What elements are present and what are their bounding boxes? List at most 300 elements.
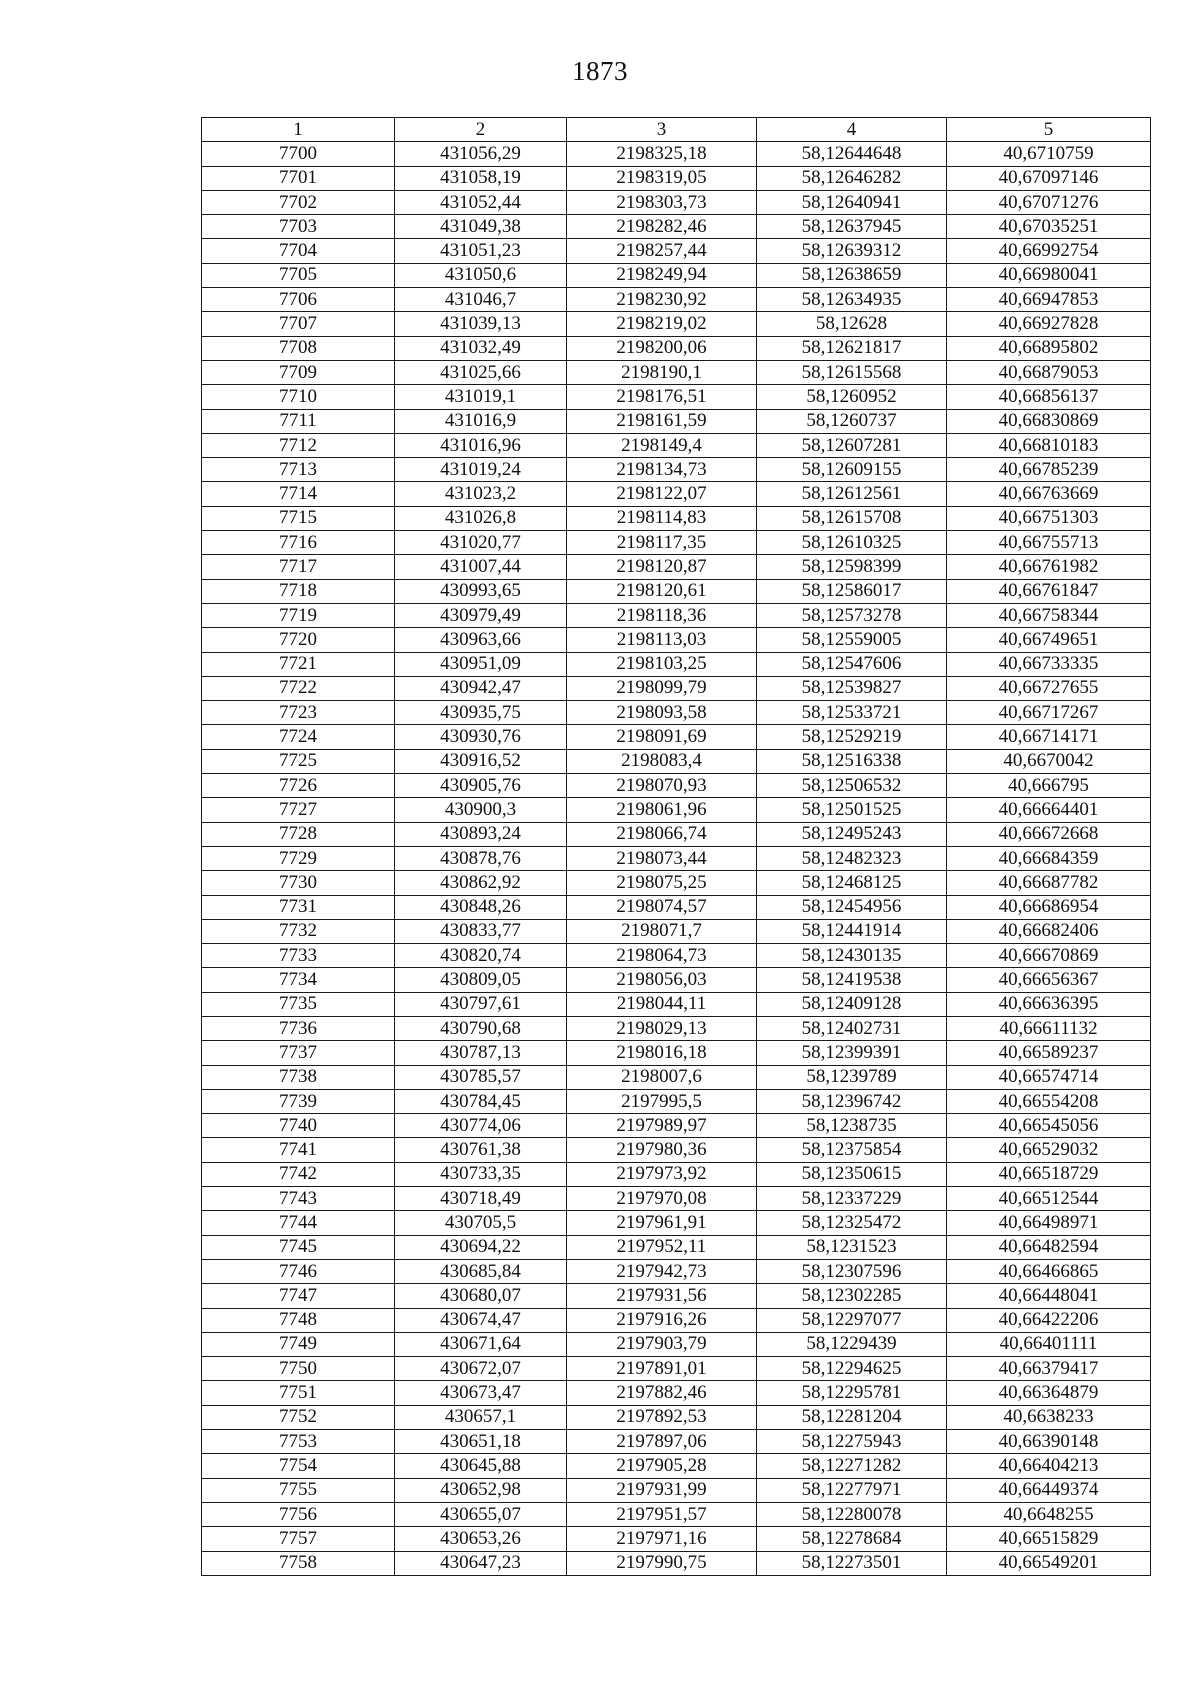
table-row — [202, 944, 1151, 968]
table-cell: 58,12610325 — [757, 531, 947, 555]
table-cell: 430797,61 — [395, 992, 567, 1016]
table-cell: 58,12419538 — [757, 968, 947, 992]
table-cell: 431051,23 — [395, 239, 567, 263]
table-cell: 58,12640941 — [757, 190, 947, 214]
table-cell: 2197970,08 — [567, 1187, 757, 1211]
table-cell: 2197990,75 — [567, 1551, 757, 1575]
table-cell: 58,12612561 — [757, 482, 947, 506]
table-cell: 7700 — [202, 142, 395, 166]
table-cell: 7716 — [202, 531, 395, 555]
table-row — [202, 1502, 1151, 1526]
table-cell: 431049,38 — [395, 215, 567, 239]
table-row — [202, 1284, 1151, 1308]
table-cell: 58,1238735 — [757, 1114, 947, 1138]
table-row — [202, 676, 1151, 700]
table-cell: 7752 — [202, 1405, 395, 1429]
table-row — [202, 798, 1151, 822]
table-cell: 430657,1 — [395, 1405, 567, 1429]
table-cell: 2198061,96 — [567, 798, 757, 822]
table-cell: 430694,22 — [395, 1235, 567, 1259]
table-cell: 430878,76 — [395, 846, 567, 870]
table-cell: 430680,07 — [395, 1284, 567, 1308]
table-cell: 40,66927828 — [947, 312, 1151, 336]
table-cell: 40,66364879 — [947, 1381, 1151, 1405]
table-cell: 58,12634935 — [757, 288, 947, 312]
table-cell: 430673,47 — [395, 1381, 567, 1405]
table-cell: 40,66554208 — [947, 1089, 1151, 1113]
table-cell: 2198319,05 — [567, 166, 757, 190]
table-cell: 431007,44 — [395, 555, 567, 579]
table-cell: 40,66687782 — [947, 871, 1151, 895]
table-cell: 7729 — [202, 846, 395, 870]
coordinates-table — [201, 117, 1151, 1576]
table-cell: 430905,76 — [395, 774, 567, 798]
table-row — [202, 288, 1151, 312]
table-cell: 40,66611132 — [947, 1016, 1151, 1040]
table-cell: 2197951,57 — [567, 1502, 757, 1526]
table-cell: 7720 — [202, 628, 395, 652]
table-cell: 430674,47 — [395, 1308, 567, 1332]
table-cell: 431052,44 — [395, 190, 567, 214]
table-cell: 7708 — [202, 336, 395, 360]
table-cell: 430979,49 — [395, 603, 567, 627]
table-row — [202, 968, 1151, 992]
table-cell: 7739 — [202, 1089, 395, 1113]
table-row — [202, 652, 1151, 676]
table-cell: 2198083,4 — [567, 749, 757, 773]
page-number: 1873 — [572, 56, 628, 86]
table-cell: 7737 — [202, 1041, 395, 1065]
table-cell: 40,66670869 — [947, 944, 1151, 968]
table-cell: 58,12280078 — [757, 1502, 947, 1526]
table-cell: 2197903,79 — [567, 1332, 757, 1356]
table-cell: 58,12598399 — [757, 555, 947, 579]
table-row — [202, 701, 1151, 725]
table-cell: 430733,35 — [395, 1162, 567, 1186]
table-cell: 58,12609155 — [757, 458, 947, 482]
table-cell: 7722 — [202, 676, 395, 700]
table-row — [202, 1089, 1151, 1113]
table-cell: 40,66636395 — [947, 992, 1151, 1016]
table-row — [202, 992, 1151, 1016]
table-cell: 40,66390148 — [947, 1430, 1151, 1454]
table-cell: 40,66684359 — [947, 846, 1151, 870]
table-cell: 2198303,73 — [567, 190, 757, 214]
table-cell: 2198044,11 — [567, 992, 757, 1016]
table-cell: 7734 — [202, 968, 395, 992]
table-cell: 58,12621817 — [757, 336, 947, 360]
table-row — [202, 1065, 1151, 1089]
table-cell: 40,66856137 — [947, 385, 1151, 409]
table-cell: 58,12639312 — [757, 239, 947, 263]
table-cell: 58,12441914 — [757, 919, 947, 943]
table-cell: 430685,84 — [395, 1259, 567, 1283]
table-cell: 430651,18 — [395, 1430, 567, 1454]
table-cell: 430655,07 — [395, 1502, 567, 1526]
table-cell: 40,66810183 — [947, 433, 1151, 457]
table-row — [202, 1138, 1151, 1162]
table-cell: 58,12277971 — [757, 1478, 947, 1502]
table-cell: 7721 — [202, 652, 395, 676]
table-cell: 430942,47 — [395, 676, 567, 700]
table-row — [202, 263, 1151, 287]
table-cell: 7731 — [202, 895, 395, 919]
table-cell: 7751 — [202, 1381, 395, 1405]
table-cell: 430935,75 — [395, 701, 567, 725]
table-cell: 40,6648255 — [947, 1502, 1151, 1526]
table-row — [202, 458, 1151, 482]
table-cell: 40,66758344 — [947, 603, 1151, 627]
table-row — [202, 1527, 1151, 1551]
table-cell: 40,6710759 — [947, 142, 1151, 166]
table-cell: 430833,77 — [395, 919, 567, 943]
table-cell: 2198103,25 — [567, 652, 757, 676]
table-row — [202, 1259, 1151, 1283]
table-cell: 58,12375854 — [757, 1138, 947, 1162]
table-cell: 7743 — [202, 1187, 395, 1211]
table-cell: 2198114,83 — [567, 506, 757, 530]
table-cell: 2197905,28 — [567, 1454, 757, 1478]
table-cell: 7753 — [202, 1430, 395, 1454]
table-cell: 7723 — [202, 701, 395, 725]
table-cell: 40,66717267 — [947, 701, 1151, 725]
table-cell: 2198093,58 — [567, 701, 757, 725]
table-cell: 40,66714171 — [947, 725, 1151, 749]
table-cell: 7745 — [202, 1235, 395, 1259]
table-cell: 7736 — [202, 1016, 395, 1040]
table-cell: 58,1231523 — [757, 1235, 947, 1259]
table-cell: 7750 — [202, 1357, 395, 1381]
table-cell: 58,12638659 — [757, 263, 947, 287]
column-header: 4 — [757, 118, 947, 142]
table-row — [202, 1551, 1151, 1575]
table-cell: 7742 — [202, 1162, 395, 1186]
table-cell: 40,66449374 — [947, 1478, 1151, 1502]
table-cell: 2198117,35 — [567, 531, 757, 555]
table-row — [202, 1430, 1151, 1454]
table-cell: 7756 — [202, 1502, 395, 1526]
table-cell: 58,12399391 — [757, 1041, 947, 1065]
table-cell: 7728 — [202, 822, 395, 846]
table-cell: 7741 — [202, 1138, 395, 1162]
table-cell: 58,12396742 — [757, 1089, 947, 1113]
table-row — [202, 433, 1151, 457]
table-cell: 7727 — [202, 798, 395, 822]
table-cell: 2198073,44 — [567, 846, 757, 870]
table-cell: 40,66785239 — [947, 458, 1151, 482]
table-cell: 430784,45 — [395, 1089, 567, 1113]
table-cell: 431026,8 — [395, 506, 567, 530]
table-cell: 2198120,61 — [567, 579, 757, 603]
table-cell: 7758 — [202, 1551, 395, 1575]
table-cell: 40,66379417 — [947, 1357, 1151, 1381]
table-row — [202, 336, 1151, 360]
table-cell: 40,66545056 — [947, 1114, 1151, 1138]
column-header: 3 — [567, 118, 757, 142]
table-cell: 2198219,02 — [567, 312, 757, 336]
table-row — [202, 215, 1151, 239]
table-cell: 40,67071276 — [947, 190, 1151, 214]
column-header: 5 — [947, 118, 1151, 142]
table-cell: 2198257,44 — [567, 239, 757, 263]
table-cell: 431032,49 — [395, 336, 567, 360]
table-cell: 7713 — [202, 458, 395, 482]
table-cell: 40,66672668 — [947, 822, 1151, 846]
table-row — [202, 555, 1151, 579]
table-cell: 40,66656367 — [947, 968, 1151, 992]
table-cell: 40,66830869 — [947, 409, 1151, 433]
table-cell: 58,12409128 — [757, 992, 947, 1016]
table-cell: 40,66574714 — [947, 1065, 1151, 1089]
table-row — [202, 385, 1151, 409]
table-cell: 2197973,92 — [567, 1162, 757, 1186]
table-cell: 58,12644648 — [757, 142, 947, 166]
table-cell: 430645,88 — [395, 1454, 567, 1478]
table-cell: 58,12615568 — [757, 360, 947, 384]
table-cell: 40,6638233 — [947, 1405, 1151, 1429]
table-cell: 7712 — [202, 433, 395, 457]
table-cell: 40,66879053 — [947, 360, 1151, 384]
table-cell: 58,12482323 — [757, 846, 947, 870]
table-cell: 7706 — [202, 288, 395, 312]
table-cell: 430652,98 — [395, 1478, 567, 1502]
table-cell: 7746 — [202, 1259, 395, 1283]
table-cell: 2198325,18 — [567, 142, 757, 166]
table-cell: 2197882,46 — [567, 1381, 757, 1405]
table-cell: 2197892,53 — [567, 1405, 757, 1429]
table-row — [202, 360, 1151, 384]
table-cell: 430672,07 — [395, 1357, 567, 1381]
table-cell: 7714 — [202, 482, 395, 506]
table-cell: 40,666795 — [947, 774, 1151, 798]
table-cell: 430916,52 — [395, 749, 567, 773]
table-cell: 58,12615708 — [757, 506, 947, 530]
table-row — [202, 1332, 1151, 1356]
table-cell: 40,66466865 — [947, 1259, 1151, 1283]
table-cell: 2198149,4 — [567, 433, 757, 457]
table-row — [202, 1235, 1151, 1259]
table-cell: 7738 — [202, 1065, 395, 1089]
table-cell: 7735 — [202, 992, 395, 1016]
table-cell: 58,12628 — [757, 312, 947, 336]
table-row — [202, 482, 1151, 506]
table-cell: 431019,24 — [395, 458, 567, 482]
table-cell: 58,12325472 — [757, 1211, 947, 1235]
table-body — [202, 118, 1151, 1576]
table-cell: 7732 — [202, 919, 395, 943]
table-row — [202, 1405, 1151, 1429]
table-cell: 431056,29 — [395, 142, 567, 166]
table-cell: 58,12573278 — [757, 603, 947, 627]
table-cell: 430785,57 — [395, 1065, 567, 1089]
table-cell: 2197971,16 — [567, 1527, 757, 1551]
table-cell: 40,66589237 — [947, 1041, 1151, 1065]
table-cell: 40,6670042 — [947, 749, 1151, 773]
table-cell: 430761,38 — [395, 1138, 567, 1162]
table-cell: 58,1239789 — [757, 1065, 947, 1089]
table-cell: 58,12294625 — [757, 1357, 947, 1381]
table-row — [202, 1454, 1151, 1478]
table-cell: 58,12302285 — [757, 1284, 947, 1308]
table-cell: 430893,24 — [395, 822, 567, 846]
table-cell: 40,66727655 — [947, 676, 1151, 700]
table-cell: 58,12350615 — [757, 1162, 947, 1186]
table-cell: 2198120,87 — [567, 555, 757, 579]
table-cell: 2197942,73 — [567, 1259, 757, 1283]
table-cell: 40,66947853 — [947, 288, 1151, 312]
table-cell: 7704 — [202, 239, 395, 263]
table-cell: 2198075,25 — [567, 871, 757, 895]
table-cell: 2198074,57 — [567, 895, 757, 919]
table-cell: 40,66761982 — [947, 555, 1151, 579]
table-cell: 58,12468125 — [757, 871, 947, 895]
table-cell: 40,66763669 — [947, 482, 1151, 506]
table-cell: 7717 — [202, 555, 395, 579]
table-cell: 7749 — [202, 1332, 395, 1356]
table-cell: 40,67035251 — [947, 215, 1151, 239]
table-cell: 58,12539827 — [757, 676, 947, 700]
table-cell: 2198230,92 — [567, 288, 757, 312]
table-cell: 430951,09 — [395, 652, 567, 676]
table-cell: 2198134,73 — [567, 458, 757, 482]
table-cell: 2197916,26 — [567, 1308, 757, 1332]
table-cell: 430993,65 — [395, 579, 567, 603]
table-cell: 40,66549201 — [947, 1551, 1151, 1575]
table-cell: 40,66686954 — [947, 895, 1151, 919]
table-row — [202, 239, 1151, 263]
table-cell: 2198066,74 — [567, 822, 757, 846]
table-cell: 430647,23 — [395, 1551, 567, 1575]
column-header: 1 — [202, 118, 395, 142]
table-row — [202, 1016, 1151, 1040]
table-row — [202, 628, 1151, 652]
table-cell: 431039,13 — [395, 312, 567, 336]
table-row — [202, 846, 1151, 870]
table-cell: 2198190,1 — [567, 360, 757, 384]
table-row — [202, 1381, 1151, 1405]
table-row — [202, 1114, 1151, 1138]
table-cell: 58,12529219 — [757, 725, 947, 749]
table-cell: 430963,66 — [395, 628, 567, 652]
table-cell: 431023,2 — [395, 482, 567, 506]
table-cell: 7748 — [202, 1308, 395, 1332]
table-cell: 7733 — [202, 944, 395, 968]
table-cell: 2198007,6 — [567, 1065, 757, 1089]
table-cell: 431016,96 — [395, 433, 567, 457]
table-cell: 2198056,03 — [567, 968, 757, 992]
table-cell: 2197931,56 — [567, 1284, 757, 1308]
table-cell: 430705,5 — [395, 1211, 567, 1235]
table-cell: 58,12281204 — [757, 1405, 947, 1429]
table-row — [202, 1308, 1151, 1332]
table-cell: 7724 — [202, 725, 395, 749]
table-row — [202, 312, 1151, 336]
table-cell: 2197961,91 — [567, 1211, 757, 1235]
table-cell: 430671,64 — [395, 1332, 567, 1356]
table-row — [202, 1187, 1151, 1211]
table-cell: 58,12278684 — [757, 1527, 947, 1551]
table-cell: 58,12337229 — [757, 1187, 947, 1211]
table-cell: 431025,66 — [395, 360, 567, 384]
table-cell: 40,66404213 — [947, 1454, 1151, 1478]
table-cell: 58,12430135 — [757, 944, 947, 968]
table-cell: 58,12559005 — [757, 628, 947, 652]
table-cell: 431050,6 — [395, 263, 567, 287]
table-cell: 7740 — [202, 1114, 395, 1138]
table-cell: 58,12297077 — [757, 1308, 947, 1332]
table-row — [202, 822, 1151, 846]
table-cell: 430900,3 — [395, 798, 567, 822]
table-cell: 2197891,01 — [567, 1357, 757, 1381]
table-cell: 431058,19 — [395, 166, 567, 190]
table-row — [202, 190, 1151, 214]
table-cell: 40,66529032 — [947, 1138, 1151, 1162]
table-cell: 2198113,03 — [567, 628, 757, 652]
table-cell: 7707 — [202, 312, 395, 336]
table-cell: 7702 — [202, 190, 395, 214]
table-cell: 430848,26 — [395, 895, 567, 919]
table-cell: 58,12402731 — [757, 1016, 947, 1040]
table-cell: 7701 — [202, 166, 395, 190]
table-cell: 2198064,73 — [567, 944, 757, 968]
table-cell: 430820,74 — [395, 944, 567, 968]
table-row — [202, 774, 1151, 798]
table-row — [202, 1357, 1151, 1381]
table-cell: 58,12271282 — [757, 1454, 947, 1478]
table-cell: 7754 — [202, 1454, 395, 1478]
table-cell: 40,66682406 — [947, 919, 1151, 943]
table-cell: 58,12495243 — [757, 822, 947, 846]
table-row — [202, 1162, 1151, 1186]
table-cell: 2198200,06 — [567, 336, 757, 360]
table-cell: 40,66448041 — [947, 1284, 1151, 1308]
table-cell: 58,12275943 — [757, 1430, 947, 1454]
table-cell: 58,12506532 — [757, 774, 947, 798]
table-cell: 2198249,94 — [567, 263, 757, 287]
table-cell: 58,12295781 — [757, 1381, 947, 1405]
table-cell: 7757 — [202, 1527, 395, 1551]
table-cell: 40,67097146 — [947, 166, 1151, 190]
table-cell: 58,12516338 — [757, 749, 947, 773]
table-cell: 40,66751303 — [947, 506, 1151, 530]
table-cell: 58,12501525 — [757, 798, 947, 822]
table-cell: 40,66895802 — [947, 336, 1151, 360]
table-cell: 40,66422206 — [947, 1308, 1151, 1332]
table-cell: 7703 — [202, 215, 395, 239]
table-cell: 7719 — [202, 603, 395, 627]
table-cell: 7730 — [202, 871, 395, 895]
table-row — [202, 166, 1151, 190]
table-cell: 7755 — [202, 1478, 395, 1502]
table-cell: 58,12586017 — [757, 579, 947, 603]
table-cell: 40,66512544 — [947, 1187, 1151, 1211]
table-row — [202, 603, 1151, 627]
table-row — [202, 579, 1151, 603]
table-row — [202, 725, 1151, 749]
table-cell: 431046,7 — [395, 288, 567, 312]
table-cell: 431016,9 — [395, 409, 567, 433]
table-cell: 430930,76 — [395, 725, 567, 749]
table-cell: 7744 — [202, 1211, 395, 1235]
table-cell: 58,12547606 — [757, 652, 947, 676]
table-cell: 2198176,51 — [567, 385, 757, 409]
table-cell: 40,66664401 — [947, 798, 1151, 822]
table-row — [202, 1478, 1151, 1502]
table-cell: 2197952,11 — [567, 1235, 757, 1259]
table-row — [202, 142, 1151, 166]
table-cell: 7715 — [202, 506, 395, 530]
table-cell: 58,12646282 — [757, 166, 947, 190]
